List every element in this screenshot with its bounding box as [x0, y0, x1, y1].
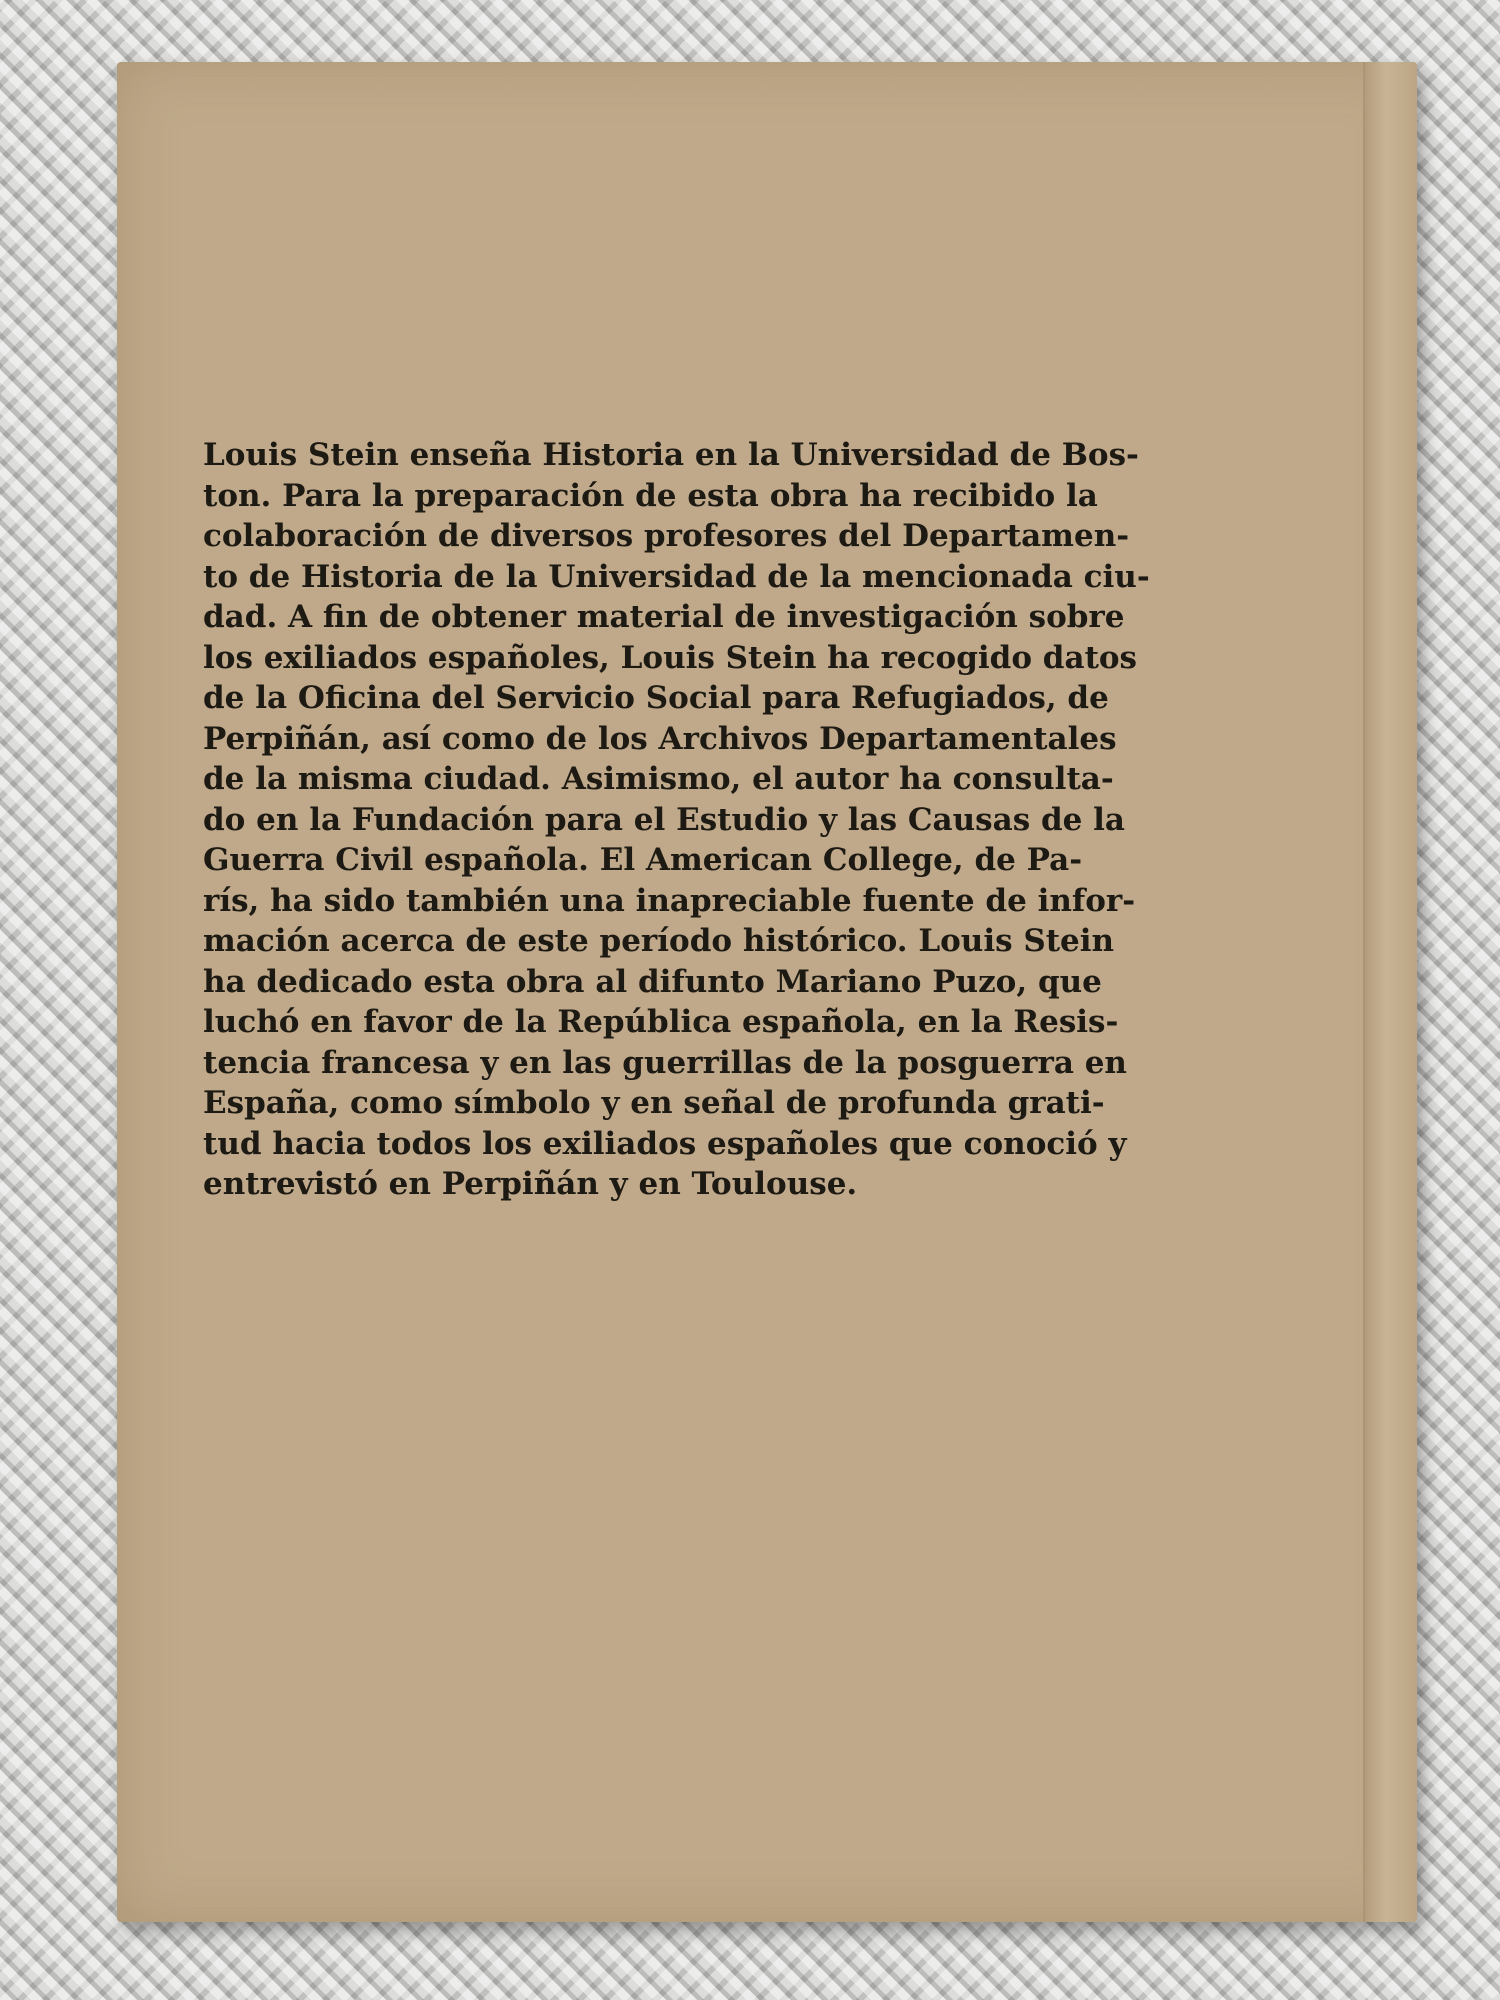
back-cover-blurb: Louis Stein enseña Historia en la Universidad de Bos- ton. Para la preparación de esta obra ha recibido la colaboración de diversos profesores del Departamen- to de Historia de la Universidad de la mencionada ciu- dad. A fin de obtener material de investigación sobre los exiliados españoles, Louis Stein ha recogido datos de la Oficina del Servicio Social para Refugiados, de Perpiñán, así como de los Archivos Departamentales de la misma ciudad. Asimismo, el autor ha consulta- do en la Fundación para el Estudio y las Causas de la Guerra Civil española. El American College, de Pa- rís, ha sido también una inapreciable fuente de infor- mación acerca de este período histórico. Louis Stein ha dedicado esta obra al difunto Mariano Puzo, que luchó en favor de la República española, en la Resis- tencia francesa y en las guerrillas de la posguerra en España, como símbolo y en señal de profunda grati- tud hacia todos los exiliados españoles que conoció y entrevistó en Perpiñán y en Toulouse.: [203, 437, 1150, 1202]
book-spine-edge: [1363, 62, 1417, 1922]
